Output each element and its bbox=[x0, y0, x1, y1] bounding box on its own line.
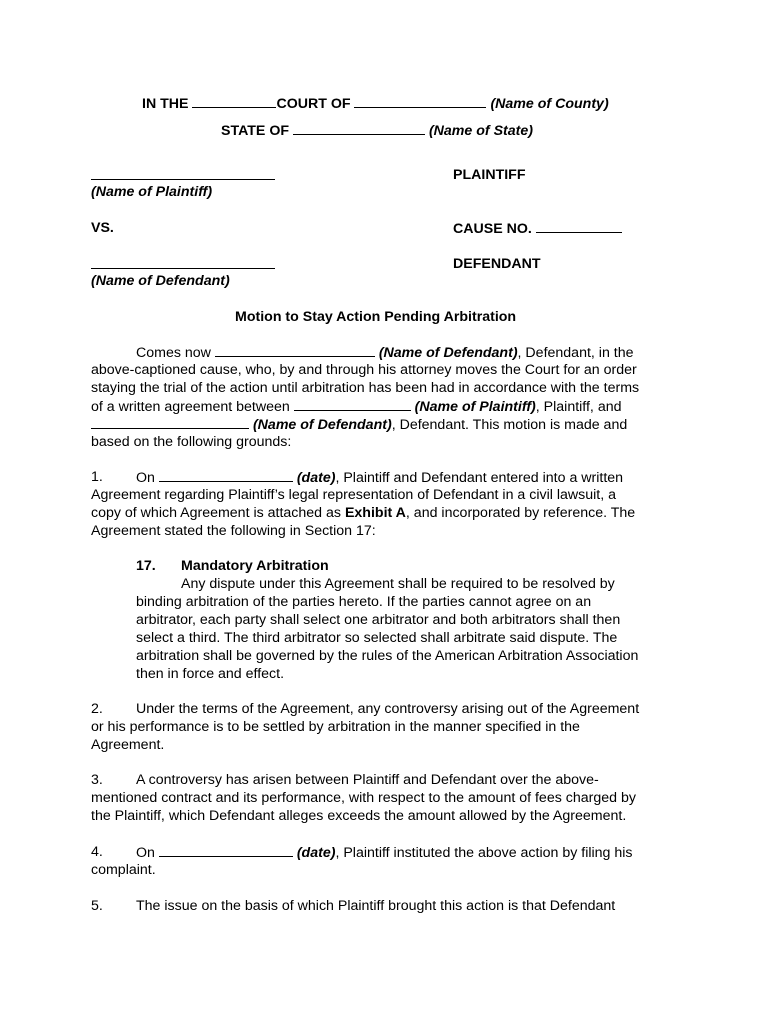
p4-line-2: complaint. bbox=[91, 862, 156, 878]
section-17-line-6: then in force and effect. bbox=[136, 666, 285, 682]
p3-line-3: the Plaintiff, which Defendant alleges exceeds the amount allowed by the Agreement. bbox=[91, 808, 627, 824]
p1-line-2: Agreement regarding Plaintiff’s legal representation of Defendant in a civil lawsuit, a bbox=[91, 487, 616, 503]
p1-line-4: Agreement stated the following in Section 17: bbox=[91, 523, 376, 539]
court-line: IN THE COURT OF (Name of County) bbox=[142, 96, 609, 112]
p4-line-1: On (date), Plaintiff instituted the above action by filing his bbox=[136, 845, 633, 861]
p3-line-1: A controversy has arisen between Plaintiff and Defendant over the above- bbox=[136, 772, 599, 788]
intro-line-1: Comes now (Name of Defendant), Defendant, in the bbox=[136, 345, 634, 361]
plaintiff-name-caption: (Name of Plaintiff) bbox=[91, 184, 213, 200]
p2-line-2: or his performance is to be settled by arbitration in the manner specified in the bbox=[91, 719, 580, 735]
document-title: Motion to Stay Action Pending Arbitration bbox=[235, 309, 517, 325]
p1-line-1: On (date), Plaintiff and Defendant entered into a written bbox=[136, 470, 624, 486]
p5-line-1: The issue on the basis of which Plaintiff brought this action is that Defendant bbox=[136, 898, 616, 914]
section-17-heading: Mandatory Arbitration bbox=[181, 558, 329, 574]
p2-line-3: Agreement. bbox=[91, 737, 165, 753]
section-17-line-2: binding arbitration of the parties hereto. If the parties cannot agree on an bbox=[136, 594, 592, 610]
p1-number: 1. bbox=[91, 469, 103, 485]
section-17-line-1: Any dispute under this Agreement shall be required to be resolved by bbox=[181, 576, 615, 592]
p3-number: 3. bbox=[91, 772, 103, 788]
p1-line-3: copy of which Agreement is attached as Exhibit A, and incorporated by reference. The bbox=[91, 505, 636, 521]
intro-line-6: based on the following grounds: bbox=[91, 434, 292, 450]
p5-number: 5. bbox=[91, 898, 103, 914]
section-17-line-5: arbitration shall be governed by the rules of the American Arbitration Association bbox=[136, 648, 639, 664]
p2-line-1: Under the terms of the Agreement, any controversy arising out of the Agreement bbox=[136, 701, 640, 717]
p4-number: 4. bbox=[91, 844, 103, 860]
county-blank bbox=[354, 94, 486, 108]
cause-number: CAUSE NO. bbox=[453, 219, 622, 238]
court-blank bbox=[192, 94, 276, 108]
section-17-number: 17. bbox=[136, 558, 156, 574]
defendant-name-caption: (Name of Defendant) bbox=[91, 273, 230, 289]
plaintiff-label: PLAINTIFF bbox=[453, 167, 526, 183]
p2-number: 2. bbox=[91, 701, 103, 717]
state-blank bbox=[293, 121, 425, 135]
intro-line-4: of a written agreement between (Name of Plaintiff), Plaintiff, and bbox=[91, 399, 622, 415]
intro-line-5: (Name of Defendant), Defendant. This motion is made and bbox=[91, 415, 627, 434]
p3-line-2: mentioned contract and its performance, with respect to the amount of fees charged by bbox=[91, 790, 636, 806]
defendant-label: DEFENDANT bbox=[453, 256, 541, 272]
versus: VS. bbox=[91, 220, 114, 236]
intro-line-2: above-captioned cause, who, by and through his attorney moves the Court for an order bbox=[91, 362, 637, 378]
section-17-line-4: select a third. The third arbitrator so selected shall arbitrate said dispute. The bbox=[136, 630, 618, 646]
intro-line-3: staying the trial of the action until arbitration has been had in accordance with the terms bbox=[91, 380, 640, 396]
state-line: STATE OF (Name of State) bbox=[221, 123, 533, 139]
section-17-line-3: arbitrator, each party shall select one arbitrator and both arbitrators shall then bbox=[136, 612, 621, 628]
